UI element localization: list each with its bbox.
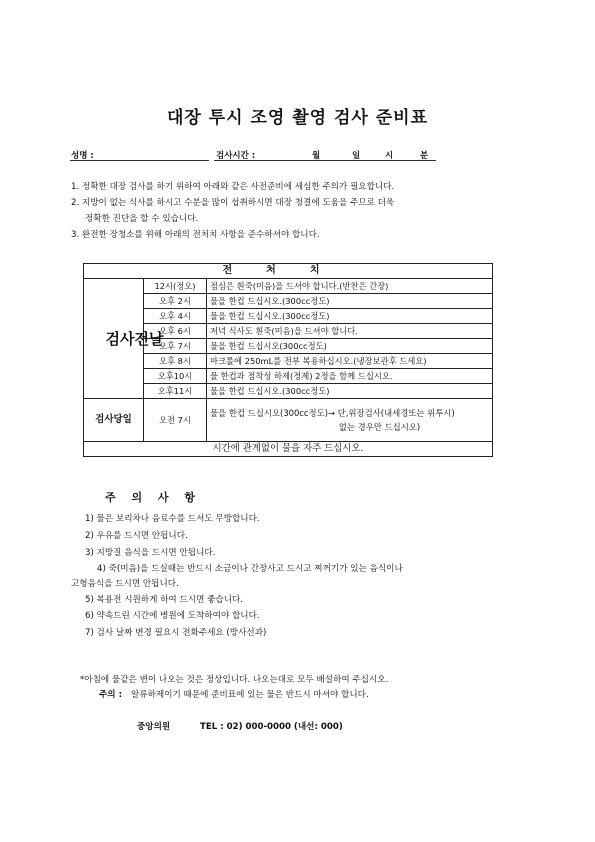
table-row-time: 오후 6시: [144, 324, 207, 339]
cautions-title: 주 의 사 항: [105, 491, 195, 504]
page-title: 대장 투시 조영 촬영 검사 준비표: [166, 108, 429, 128]
exam-day-time: 오전 7시: [144, 399, 207, 442]
caution-item: 4) 죽(미음)을 드실때는 반드시 소금이나 간장사고 드시고 찌꺼기가 있는 음식이나: [97, 564, 403, 574]
caution-label: 주의 :: [99, 690, 123, 700]
table-row-time: 오후 7시: [144, 339, 207, 354]
exam-day-note: 없는 경우만 드십시오): [338, 422, 421, 432]
table-row-time: 오후10시: [144, 369, 207, 384]
table-row-text: 물을 한컵 드십시오(300cc정도): [207, 339, 493, 354]
hospital-name: 중앙의원: [137, 722, 171, 732]
table-row-time: 오후11시: [144, 384, 207, 399]
exam-time-label: 검사시간 :: [216, 151, 256, 161]
day-label: 일: [352, 151, 361, 161]
caution-item: 고형음식을 드시면 안됩니다.: [71, 579, 179, 589]
caution-text: 알류하제이기 때문에 준비표에 있는 물은 반드시 마셔야 합니다.: [131, 690, 369, 700]
exam-day-text: 물을 한컵 드십시오(300cc정도)→ 단,위장검사(내세경또는 위투시): [210, 408, 455, 418]
hour-label: 시: [385, 151, 394, 161]
caution-item: 7) 검사 날짜 변경 필요시 전화주세요 (방사선과): [85, 628, 267, 638]
caution-item: 6) 약속드린 시간에 병원에 도착하여야 합니다.: [85, 611, 260, 621]
name-underline: [70, 160, 209, 161]
exam-day-instruction: [207, 399, 493, 442]
caution-item: 5) 복용전 시원하게 하여 드시면 좋습니다.: [85, 595, 244, 605]
intro-line-3: 정확한 진단을 할 수 있습니다.: [85, 214, 199, 224]
intro-line-4: 3. 완전한 장청소를 위해 아래의 전처치 사항을 준수하셔야 합니다.: [71, 230, 320, 240]
table-row-time: 오후 8시: [144, 354, 207, 369]
day-before-label: 검사전날: [84, 279, 144, 399]
table-row-text: 점심은 흰죽(미음)을 드셔야 합니다.(반찬은 간장): [207, 279, 493, 294]
table-row-text: 물을 한컵 드십시오.(300cc정도): [207, 309, 493, 324]
pretreatment-table: [83, 263, 493, 457]
month-label: 월: [312, 151, 321, 161]
table-header: 전처치: [84, 264, 493, 279]
note-watery-stool: *아침에 물같은 변이 나오는 것은 정상입니다. 나오는대로 모두 배설하여 주십시오.: [80, 675, 389, 685]
minute-label: 분: [420, 151, 429, 161]
table-row-time: 오후 4시: [144, 309, 207, 324]
intro-line-1: 1. 정확한 대장 검사를 하기 위하여 아래와 같은 사전준비에 세심한 주의가 필요합니다.: [71, 182, 395, 192]
table-row-time: 12시(정오): [144, 279, 207, 294]
table-row-text: 저녁 식사도 흰죽(미음)을 드셔야 합니다.: [207, 324, 493, 339]
intro-line-2: 2. 지방이 없는 식사를 하시고 수분을 많이 섭취하시면 대장 청결에 도움을 주므로 더욱: [71, 198, 395, 208]
table-footer: 시간에 관계없이 물을 자주 드십시오.: [84, 442, 493, 457]
table-row-time: 오후 2시: [144, 294, 207, 309]
table-row-text: 물을 한컵 드십시오.(300cc정도): [207, 294, 493, 309]
caution-item: 2) 우유를 드시면 안됩니다.: [85, 531, 188, 541]
time-underline: [214, 160, 436, 161]
table-row-text: 물 한컵과 점착성 하제(정제) 2정을 함께 드십시오.: [207, 369, 493, 384]
table-row-text: 마크롤에 250mL를 전부 복용하십시오.(냉장보관후 드세요): [207, 354, 493, 369]
name-label: 성명 :: [71, 151, 94, 161]
exam-day-label: 검사당일: [84, 399, 144, 442]
caution-item: 1) 물은 보리차나 음료수를 드셔도 무방합니다.: [85, 514, 260, 524]
hospital-phone: TEL : 02) 000-0000 (내선: 000): [200, 722, 343, 732]
table-row-text: 물을 한컵 드십시오.(300cc정도): [207, 384, 493, 399]
caution-item: 3) 지방질 음식을 드시면 안됩니다.: [85, 548, 216, 558]
